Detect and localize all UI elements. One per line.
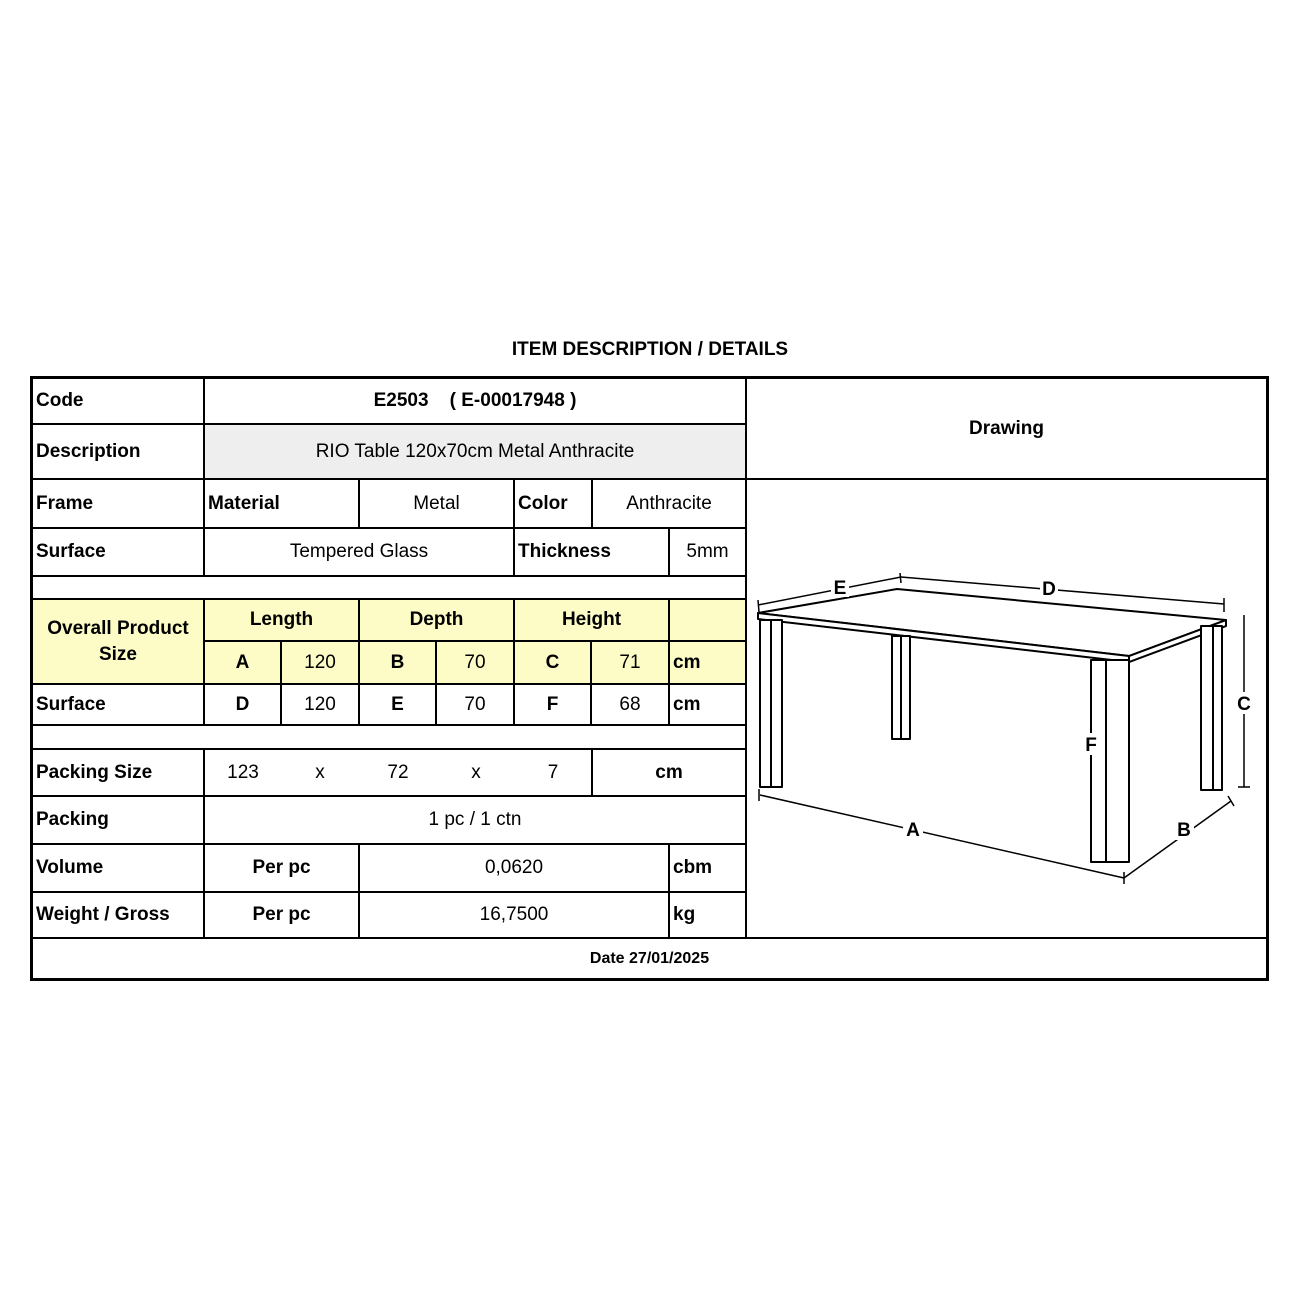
drawing-header: Drawing	[969, 417, 1044, 439]
material-label: Material	[208, 492, 280, 514]
code-value: E2503 ( E-00017948 )	[373, 390, 577, 411]
drawing-label-f: F	[1085, 735, 1097, 756]
drawing-label-b: B	[1177, 820, 1191, 841]
sheet-title: ITEM DESCRIPTION / DETAILS	[511, 339, 789, 360]
leg-back-middle	[892, 636, 910, 739]
table-drawing	[748, 475, 1267, 935]
dim-letter-a: A	[235, 651, 250, 673]
volume-label: Volume	[36, 857, 104, 878]
surface-size-unit: cm	[673, 693, 701, 715]
packing-height: 7	[547, 761, 559, 783]
dim-value-d: 120	[304, 693, 336, 715]
depth-header: Depth	[409, 609, 464, 630]
dim-value-a: 120	[304, 651, 336, 673]
drawing-label-d: D	[1042, 579, 1056, 600]
surface-size-label: Surface	[36, 693, 106, 715]
dim-value-f: 68	[619, 693, 641, 715]
color-value: Anthracite	[626, 492, 712, 514]
weight-label: Weight / Gross	[36, 904, 170, 925]
frame-label: Frame	[36, 492, 94, 514]
packing-width: 72	[387, 761, 409, 783]
overall-size-unit: cm	[673, 651, 701, 673]
packing-size-label: Packing Size	[36, 761, 153, 783]
table-drawing-svg	[748, 475, 1267, 935]
dim-letter-e: E	[391, 693, 404, 715]
dim-letter-d: D	[235, 693, 250, 715]
color-label: Color	[518, 492, 568, 514]
surface-label: Surface	[36, 541, 106, 562]
thickness-value: 5mm	[686, 541, 729, 562]
dim-value-b: 70	[464, 651, 486, 673]
material-value: Metal	[413, 492, 460, 514]
grid-line	[33, 575, 746, 577]
packing-size-unit: cm	[655, 761, 683, 783]
dim-letter-b: B	[390, 651, 405, 673]
drawing-label-a: A	[906, 820, 920, 841]
length-header: Length	[249, 609, 314, 630]
overall-size-label: Overall Product Size	[47, 617, 189, 665]
description-value: RIO Table 120x70cm Metal Anthracite	[315, 440, 635, 462]
height-header: Height	[561, 609, 622, 630]
drawing-label-e: E	[833, 578, 847, 599]
code-label: Code	[36, 390, 84, 411]
drawing-label-c: C	[1237, 694, 1251, 715]
leg-back-right	[1201, 626, 1222, 790]
volume-unit: cbm	[673, 857, 713, 878]
weight-unit: kg	[673, 904, 696, 925]
packing-sep-2: x	[471, 761, 481, 783]
dim-letter-f: F	[546, 693, 559, 715]
date: Date 27/01/2025	[589, 949, 710, 967]
packing-sep-1: x	[315, 761, 325, 783]
weight-per: Per pc	[252, 904, 311, 925]
leg-front-right	[1091, 660, 1129, 862]
dim-letter-c: C	[545, 651, 560, 673]
dim-line-a	[760, 795, 1124, 878]
packing-label: Packing	[36, 809, 109, 830]
packing-length: 123	[227, 761, 259, 783]
volume-value: 0,0620	[484, 857, 544, 878]
volume-per: Per pc	[252, 857, 311, 878]
dim-value-e: 70	[464, 693, 486, 715]
leg-front-left	[760, 620, 782, 787]
packing-value: 1 pc / 1 ctn	[428, 809, 522, 830]
weight-value: 16,7500	[479, 904, 549, 925]
grid-line	[33, 724, 746, 726]
dim-value-c: 71	[619, 651, 641, 673]
surface-material-value: Tempered Glass	[289, 541, 429, 562]
thickness-label: Thickness	[518, 541, 611, 562]
description-label: Description	[36, 440, 141, 462]
